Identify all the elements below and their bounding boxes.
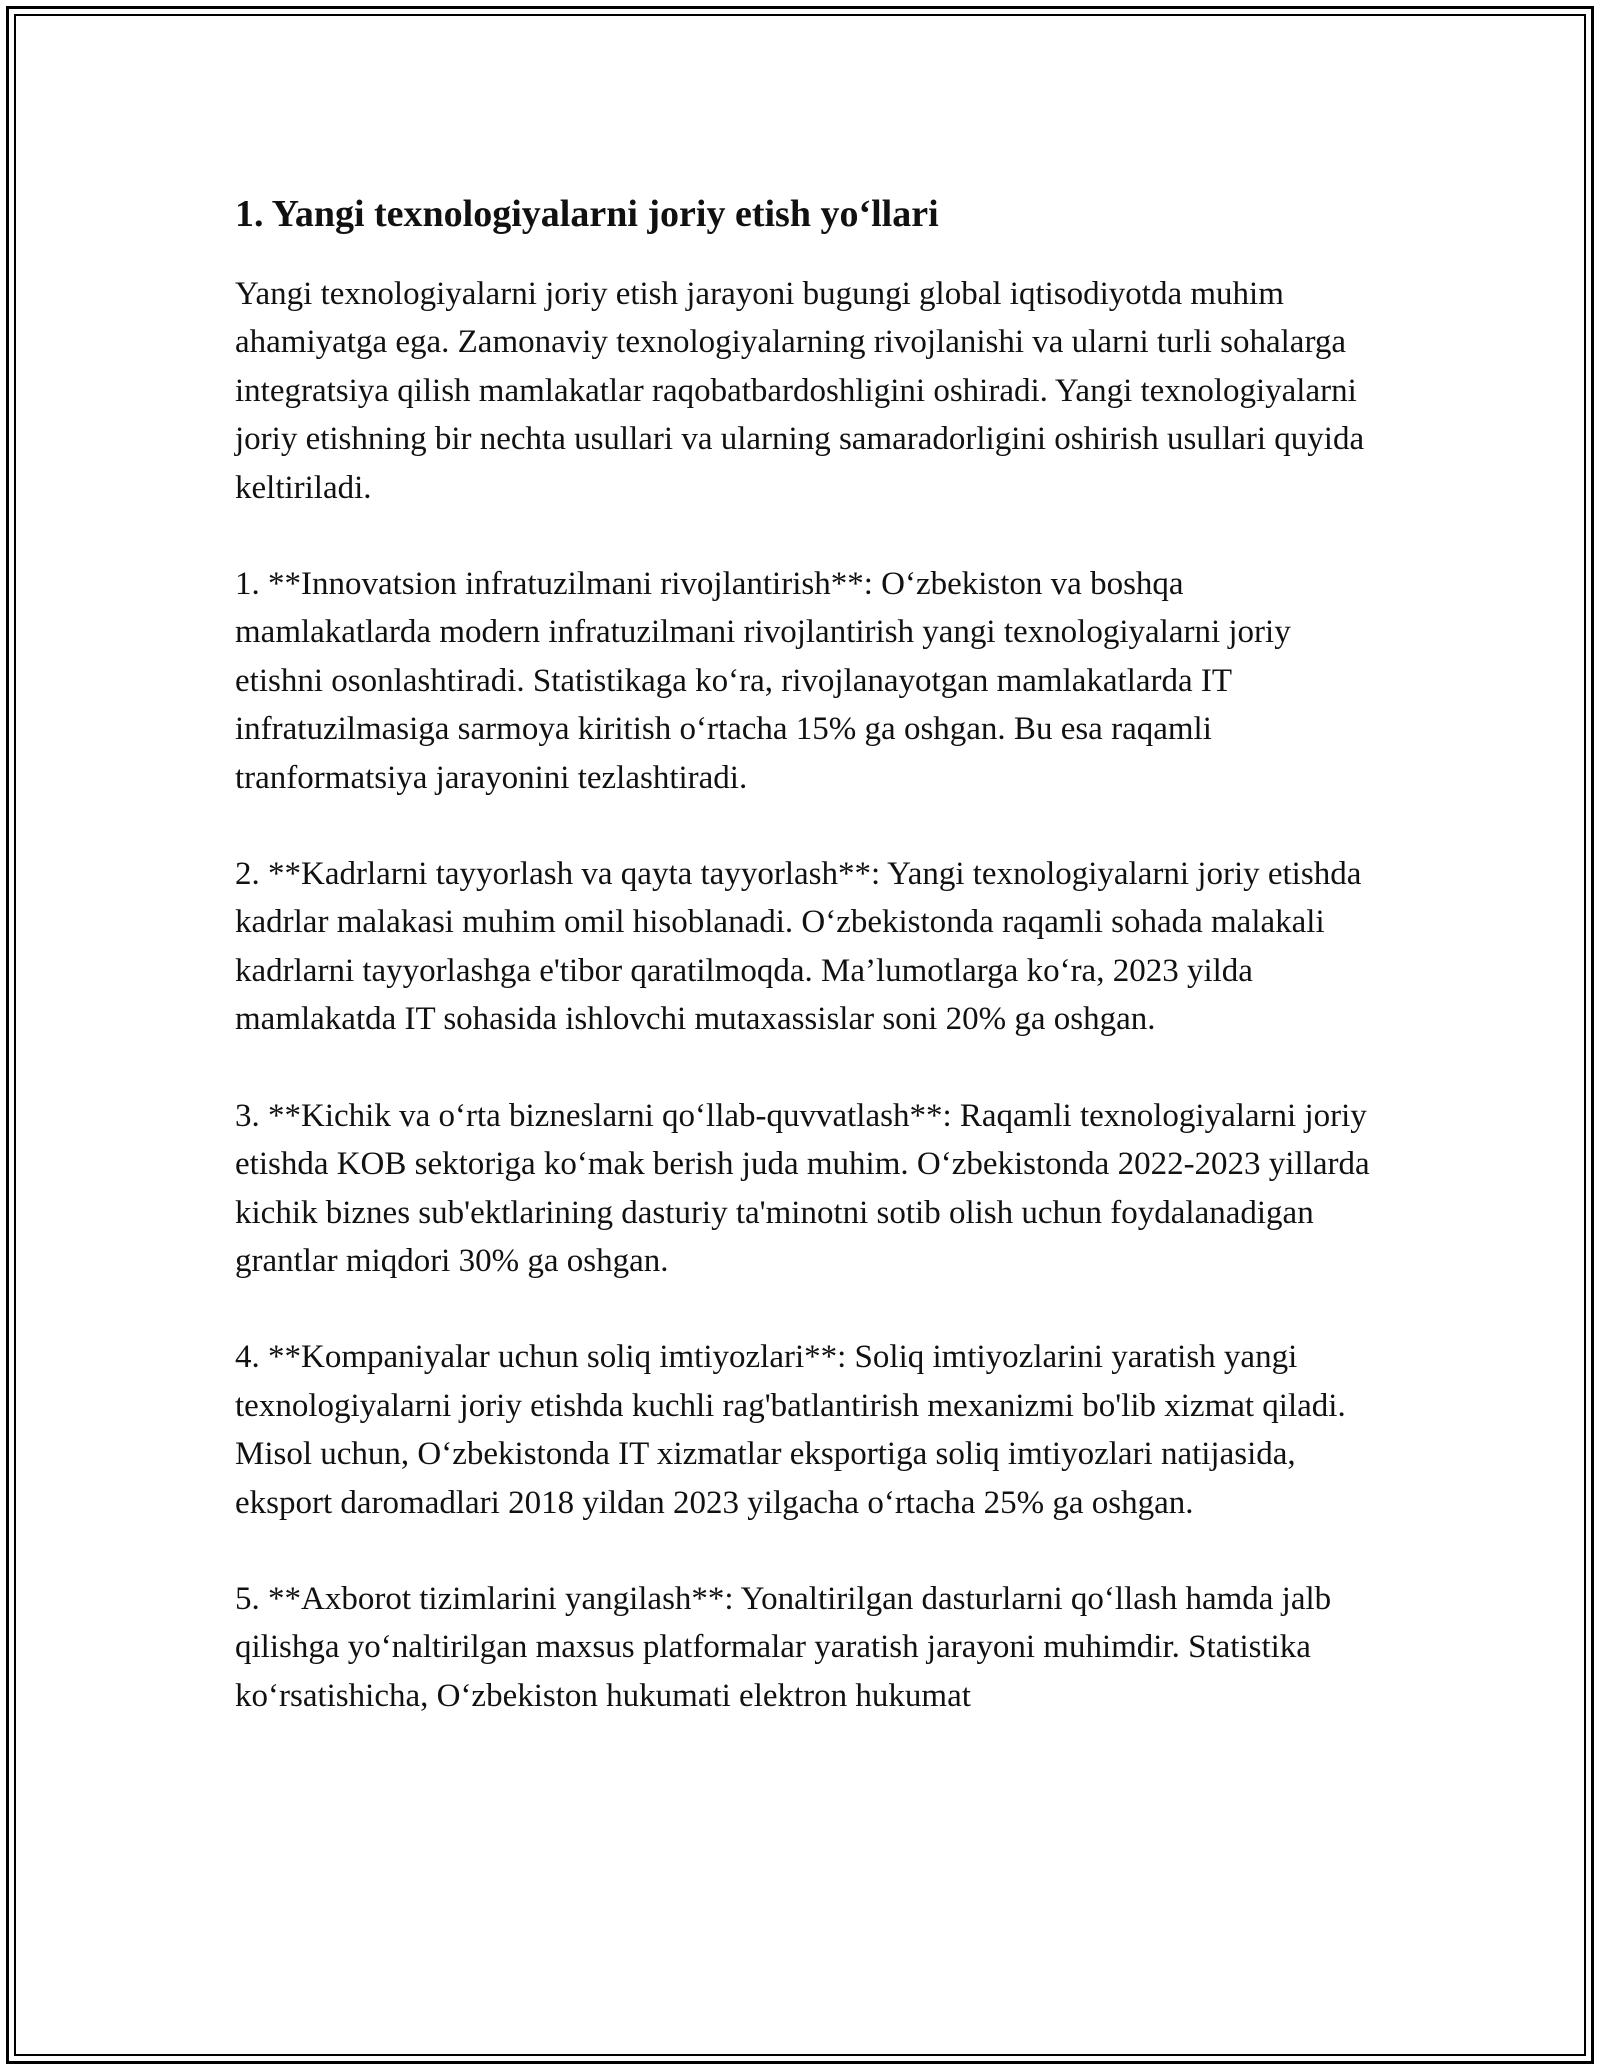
list-item-personnel: 2. **Kadrlarni tayyorlash va qayta tayyorlash**: Yangi texnologiyalarni joriy etishda kadrlar malakasi muhim omil hisoblanadi. O‘zbekistonda raqamli sohada malakali kadrlarni tayyorlashga e'tibor qaratilmoqda. Ma’lumotlarga ko‘ra, 2023 yilda mamlakatda IT sohasida ishlovchi mutaxassislar soni 20% ga oshgan. — [235, 856, 1362, 1038]
intro-paragraph: Yangi texnologiyalarni joriy etish jarayoni bugungi global iqtisodiyotda muhim ahamiyatga ega. Zamonaviy texnologiyalarning rivojlanishi va ularni turli sohalarga integratsiya qilish mamlakatlar raqobatbardoshligini oshiradi. Yangi texnologiyalarni joriy etishning bir nechta usullari va ularning samaradorligini oshirish usullari quyida keltiriladi. — [235, 276, 1365, 506]
document-body — [235, 186, 1370, 1768]
list-item-tax-benefits: 4. **Kompaniyalar uchun soliq imtiyozlari**: Soliq imtiyozlarini yaratish yangi texnologiyalarni joriy etishda kuchli rag'batlantirish mexanizmi bo'lib xizmat qiladi. Misol uchun, O‘zbekistonda IT xizmatlar eksportiga soliq imtiyozlari natijasida, eksport daromadlari 2018 yildan 2023 yilgacha o‘rtacha 25% ga oshgan. — [235, 1339, 1346, 1521]
section-title: 1. Yangi texnologiyalarni joriy etish yo‘llari — [235, 193, 939, 235]
list-item-information-systems: 5. **Axborot tizimlarini yangilash**: Yonaltirilgan dasturlarni qo‘llash hamda jalb qilishga yo‘naltirilgan maxsus platformalar yaratish jarayoni muhimdir. Statistika ko‘rsatishicha, O‘zbekiston hukumati elektron hukumat — [235, 1580, 1332, 1714]
list-item-small-business: 3. **Kichik va o‘rta bizneslarni qo‘llab-quvvatlash**: Raqamli texnologiyalarni joriy etishda KOB sektoriga ko‘mak berish juda muhim. O‘zbekistonda 2022-2023 yillarda kichik biznes sub'ektlarining dasturiy ta'minotni sotib olish uchun foydalanadigan grantlar miqdori 30% ga oshgan. — [235, 1097, 1370, 1279]
list-item-infrastructure: 1. **Innovatsion infratuzilmani rivojlantirish**: O‘zbekiston va boshqa mamlakatlarda modern infratuzilmani rivojlantirish yangi texnologiyalarni joriy etishni osonlashtiradi. Statistikaga ko‘ra, rivojlanayotgan mamlakatlarda IT infratuzilmasiga sarmoya kiritish o‘rtacha 15% ga oshgan. Bu esa raqamli tranformatsiya jarayonini tezlashtiradi. — [235, 566, 1291, 796]
